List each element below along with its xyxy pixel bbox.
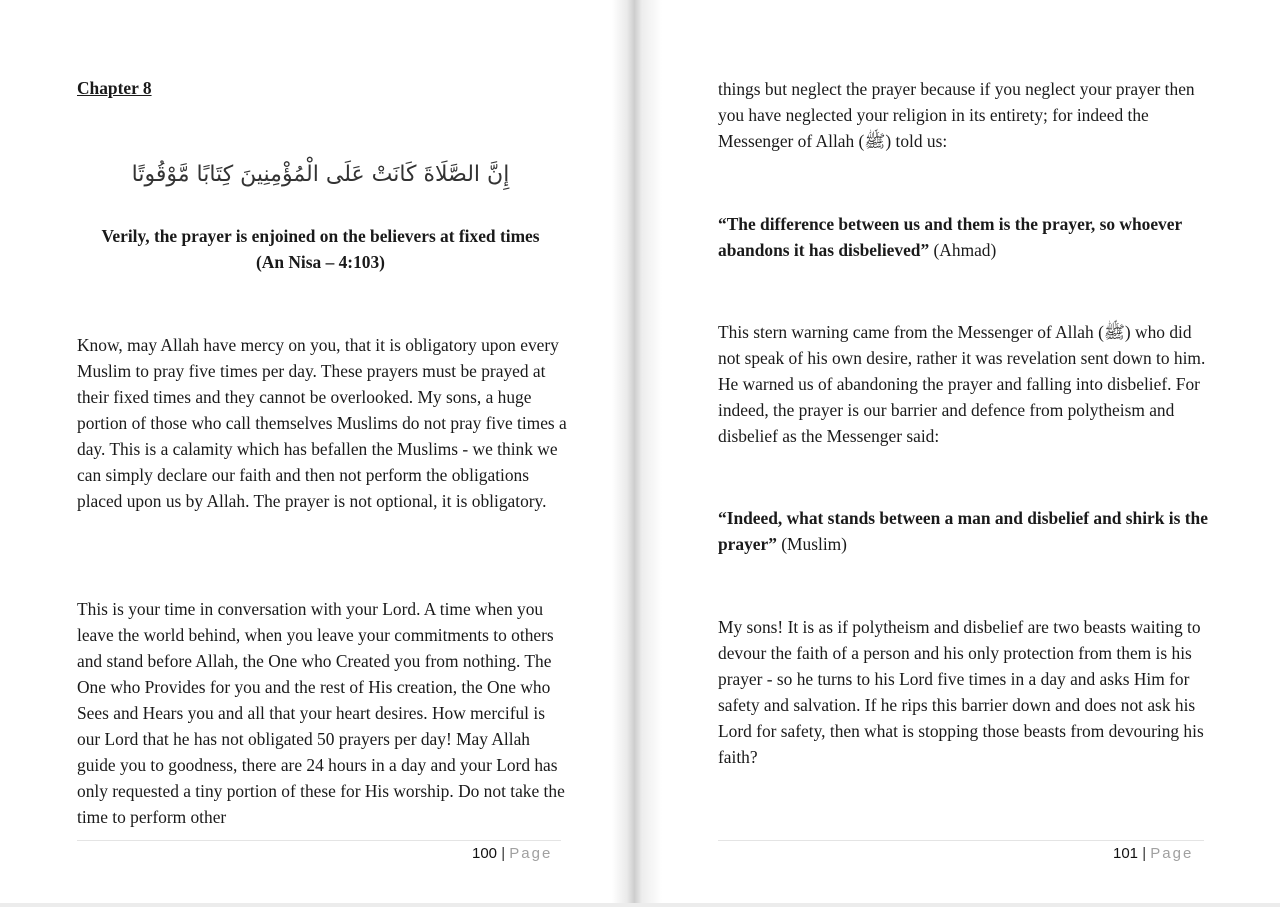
quote-1-text: “The difference between us and them is the prayer, so whoever abandons it has disbelieved” — [718, 214, 1182, 260]
arabic-verse: إِنَّ الصَّلَاةَ كَانَتْ عَلَى الْمُؤْمِنِينَ كِتَابًا مَّوْقُوتًا — [131, 162, 510, 187]
right-paragraph-2: This stern warning came from the Messenger of Allah (ﷺ) who did not speak of his own desire, rather it was revelation sent down to him. He warned us of abandoning the prayer and falling into disbelief. For indeed, the prayer is our barrier and defence from polytheism and disbelief as the Messenger said: — [718, 322, 1206, 446]
right-quote-2 — [718, 505, 1218, 557]
footer-divider — [77, 840, 561, 841]
right-paragraph-1: things but neglect the prayer because if you neglect your prayer then you have neglected your religion in its entirety; for indeed the Messenger of Allah (ﷺ) told us: — [718, 79, 1195, 151]
verse-translation: Verily, the prayer is enjoined on the believers at fixed times — [101, 226, 540, 246]
page-footer-left — [472, 845, 552, 862]
page-separator: | — [1142, 845, 1147, 862]
page-bottom-edge — [0, 903, 1280, 907]
footer-divider — [718, 840, 1204, 841]
verse-reference: (An Nisa – 4:103) — [256, 252, 385, 272]
left-paragraph-1: Know, may Allah have mercy on you, that it is obligatory upon every Muslim to pray five times per day. These prayers must be prayed at their fixed times and they cannot be overlooked. My sons, a huge portion of those who call themselves Muslims do not pray five times a day. This is a calamity which has befallen the Muslims - we think we can simply declare our faith and then not perform the obligations placed upon us by Allah. The prayer is not optional, it is obligatory. — [77, 335, 567, 511]
page-word: Page — [1150, 845, 1194, 862]
page-word: Page — [509, 845, 553, 862]
quote-2-source: (Muslim) — [776, 534, 847, 554]
left-page — [0, 0, 628, 907]
page-separator: | — [501, 845, 506, 862]
right-quote-1 — [718, 211, 1218, 263]
chapter-title: Chapter 8 — [77, 78, 152, 98]
left-paragraph-2: This is your time in conversation with your Lord. A time when you leave the world behind, when you leave your commitments to others and stand before Allah, the One who Created you from nothing. The One who Provides for you and the rest of His creation, the One who Sees and Hears you and all that your heart desires. How merciful is our Lord that he has not obligated 50 prayers per day! May Allah guide you to goodness, there are 24 hours in a day and your Lord has only requested a tiny portion of these for His worship. Do not take the time to perform other — [77, 599, 565, 827]
quote-1-source: (Ahmad) — [929, 240, 997, 260]
right-paragraph-3: My sons! It is as if polytheism and disbelief are two beasts waiting to devour the faith of a person and his only protection from them is his prayer - so he turns to his Lord five times in a day and asks Him for safety and salvation. If he rips this barrier down and does not ask his Lord for safety, then what is stopping those beasts from devouring his faith? — [718, 617, 1204, 767]
verse-translation-block — [77, 223, 564, 275]
page-number: 101 — [1113, 845, 1139, 862]
page-footer-right — [1113, 845, 1193, 862]
quote-2-text: “Indeed, what stands between a man and disbelief and shirk is the prayer” — [718, 508, 1208, 554]
page-number: 100 — [472, 845, 498, 862]
